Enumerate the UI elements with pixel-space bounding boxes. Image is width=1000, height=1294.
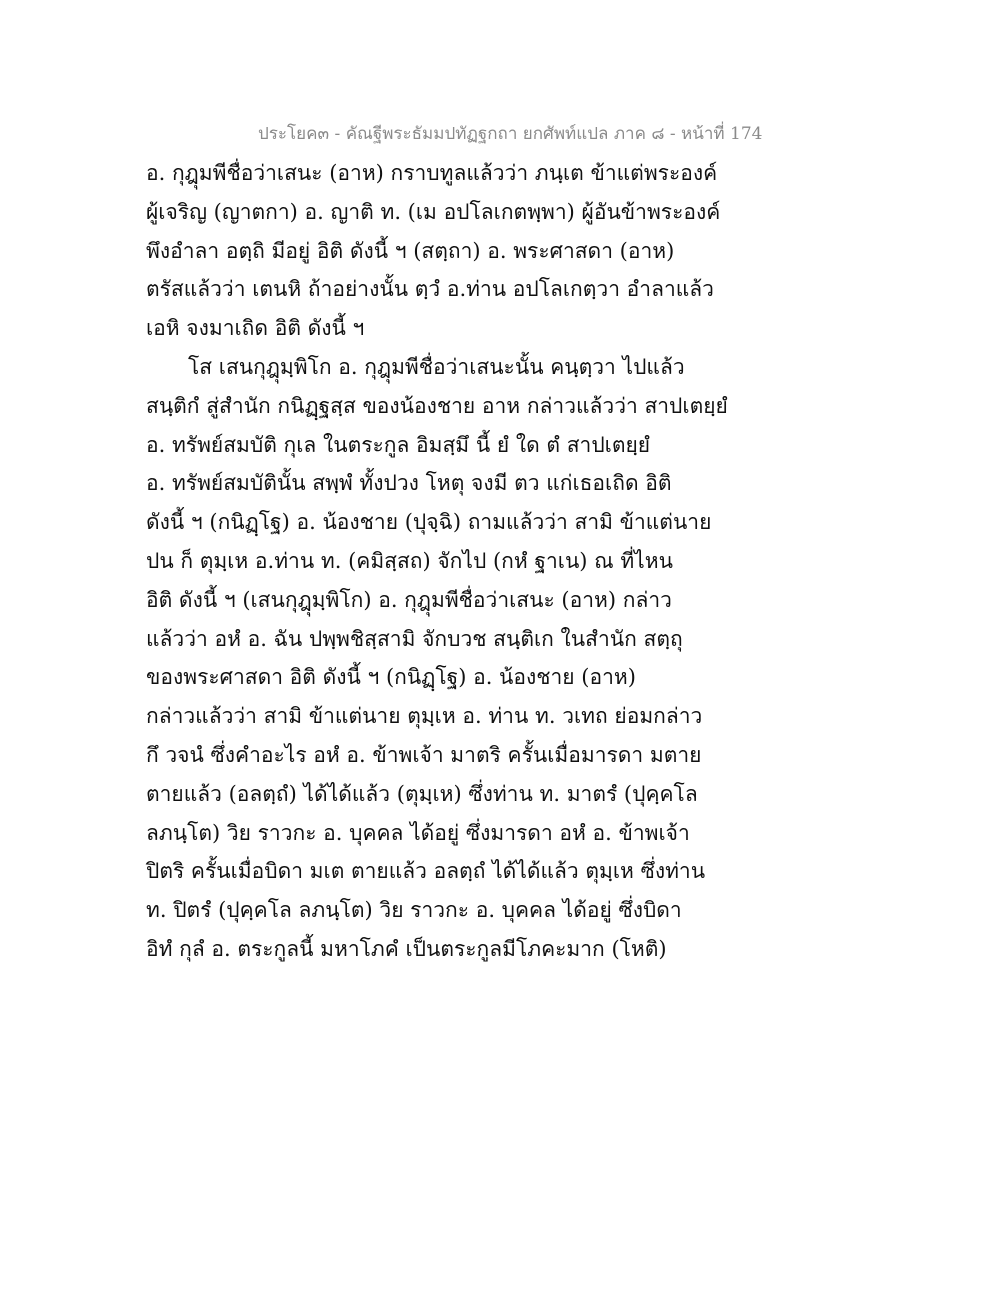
- running-header: ประโยค๓ - คัณฐีพระธัมมปทัฏฐกถา ยกศัพท์แปล ภาค ๘ - หน้าที่ 174: [258, 124, 763, 144]
- text-line: ท. ปิตรํ (ปุคฺคโล ลภนฺโต) วิย ราวกะ อ. บุคคล ได้อยู่ ซึ่งบิดา: [146, 898, 682, 923]
- text-line: ปิตริ ครั้นเมื่อบิดา มเต ตายแล้ว อลตฺถํ ได้ได้แล้ว ตุมฺเห ซึ่งท่าน: [146, 859, 706, 884]
- paragraph-1: [146, 154, 721, 348]
- text-line: พึงอำลา อตฺถิ มีอยู่ อิติ ดังนี้ ฯ (สตฺถา) อ. พระศาสดา (อาห): [146, 238, 675, 263]
- text-line: อิทํ กุลํ อ. ตระกูลนี้ มหาโภคํ เป็นตระกูลมีโภคะมาก (โหติ): [146, 936, 667, 961]
- text-line: ดังนี้ ฯ (กนิฏฺโฐ) อ. น้องชาย (ปุจฺฉิ) ถามแล้วว่า สามิ ข้าแต่นาย: [146, 510, 712, 535]
- text-line: อ. ทรัพย์สมบัติ กุเล ในตระกูล อิมสฺมึ นี้ ยํ ใด ตํ สาปเตยฺยํ: [146, 432, 651, 457]
- text-line: ลภนฺโต) วิย ราวกะ อ. บุคคล ได้อยู่ ซึ่งมารดา อหํ อ. ข้าพเจ้า: [146, 820, 690, 845]
- text-line: แล้วว่า อหํ อ. ฉัน ปพฺพชิสฺสามิ จักบวช สนฺติเก ในสำนัก สตฺถุ: [146, 626, 683, 651]
- text-line: อ. ทรัพย์สมบัตินั้น สพฺพํ ทั้งปวง โหตุ จงมี ตว แก่เธอเถิด อิติ: [146, 471, 672, 496]
- text-line: ผู้เจริญ (ญาตกา) อ. ญาติ ท. (เม อปโลเกตพฺพา) ผู้อันข้าพระองค์: [146, 199, 721, 224]
- text-line: อิติ ดังนี้ ฯ (เสนกุฎุมฺพิโก) อ. กุฎุมพีชื่อว่าเสนะ (อาห) กล่าว: [146, 587, 672, 612]
- text-line: กล่าวแล้วว่า สามิ ข้าแต่นาย ตุมฺเห อ. ท่าน ท. วเทถ ย่อมกล่าว: [146, 704, 703, 729]
- text-line: สนฺติกํ สู่สำนัก กนิฏฺฐสฺส ของน้องชาย อาห กล่าวแล้วว่า สาปเตยฺยํ: [146, 393, 728, 418]
- text-line: เอหิ จงมาเถิด อิติ ดังนี้ ฯ: [146, 316, 365, 341]
- body-text: [146, 154, 728, 969]
- text-line: ปน ก็ ตุมฺเห อ.ท่าน ท. (คมิสฺสถ) จักไป (กหํ ฐาเน) ณ ที่ไหน: [146, 548, 673, 573]
- text-line: ของพระศาสดา อิติ ดังนี้ ฯ (กนิฏฺโฐ) อ. น้องชาย (อาห): [146, 665, 636, 690]
- paragraph-2: [146, 348, 728, 969]
- text-line: ตรัสแล้วว่า เตนหิ ถ้าอย่างนั้น ตฺวํ อ.ท่าน อปโลเกตฺวา อำลาแล้ว: [146, 277, 714, 302]
- text-line: อ. กุฎุมพีชื่อว่าเสนะ (อาห) กราบทูลแล้วว่า ภนฺเต ข้าแต่พระองค์: [146, 161, 718, 185]
- text-line-indented: โส เสนกุฎุมฺพิโก อ. กุฎุมพีชื่อว่าเสนะนั้น คนฺตฺวา ไปแล้ว: [188, 354, 685, 379]
- text-line: กึ วจนํ ซึ่งคำอะไร อหํ อ. ข้าพเจ้า มาตริ ครั้นเมื่อมารดา มตาย: [146, 742, 702, 767]
- text-line: ตายแล้ว (อลตฺถํ) ได้ได้แล้ว (ตุมฺเห) ซึ่งท่าน ท. มาตรํ (ปุคฺคโล: [146, 781, 698, 806]
